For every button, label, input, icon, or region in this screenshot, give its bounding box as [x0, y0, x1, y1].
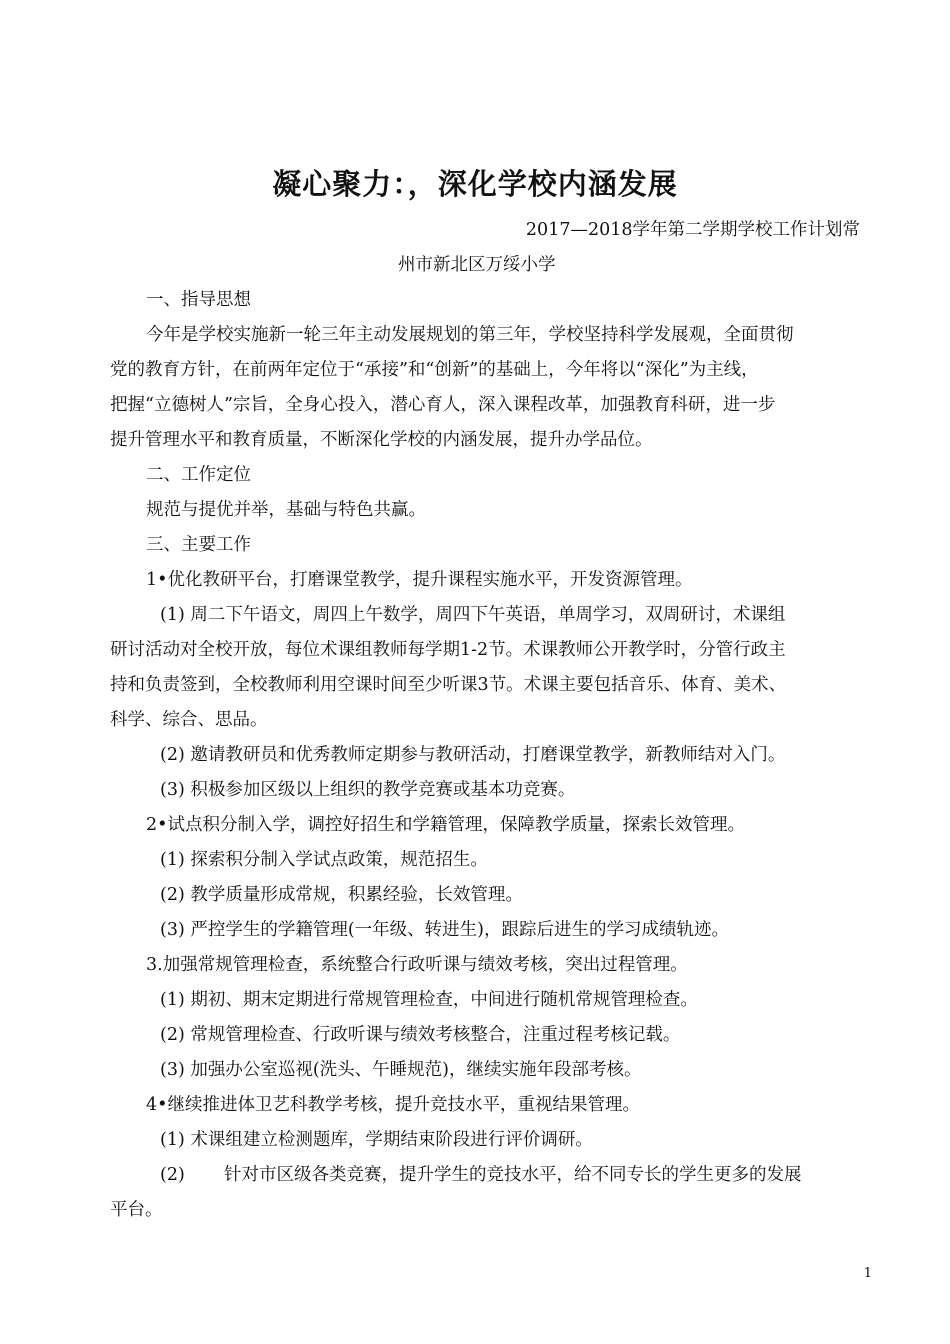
paragraph-line: 持和负责签到，全校教师利用空课时间至少听课3节。术课主要包括音乐、体育、美术、	[110, 675, 787, 695]
paragraph-line: 平台。	[110, 1200, 163, 1220]
section-heading: 三、主要工作	[146, 535, 251, 555]
item-heading: 4•继续推进体卫艺科教学考核，提升竞技水平，重视结果管理。	[146, 1095, 640, 1115]
paragraph-line: (2) 邀请教研员和优秀教师定期参与教研活动，打磨课堂教学，新教师结对入门。	[160, 745, 786, 765]
paragraph-line: 今年是学校实施新一轮三年主动发展规划的第三年，学校坚持科学发展观，全面贯彻	[146, 325, 794, 345]
paragraph-line: (1) 探索积分制入学试点政策，规范招生。	[160, 850, 488, 870]
paragraph-line: 研讨活动对全校开放，每位术课组教师每学期1-2节。术课教师公开教学时，分管行政主	[110, 640, 786, 660]
paragraph-line: (2) 教学质量形成常规，积累经验，长效管理。	[160, 885, 523, 905]
section-heading: 一、指导思想	[146, 290, 251, 310]
subtitle-line: 2017—2018学年第二学期学校工作计划常	[525, 220, 860, 240]
item-text: 针对市区级各类竞赛，提升学生的竞技水平，给不同专长的学生更多的发展	[224, 1165, 802, 1185]
page-number: 1	[863, 1266, 872, 1281]
subtitle-line: 州市新北区万绥小学	[398, 255, 556, 275]
paragraph-line: 党的教育方针，在前两年定位于“承接”和“创新”的基础上，今年将以“深化”为主线，	[110, 360, 759, 380]
paragraph-line: (2) 常规管理检查、行政听课与绩效考核整合，注重过程考核记载。	[160, 1025, 681, 1045]
paragraph-line: (1) 术课组建立检测题库，学期结束阶段进行评价调研。	[160, 1130, 593, 1150]
paragraph-line: (3) 积极参加区级以上组织的教学竞赛或基本功竞赛。	[160, 780, 576, 800]
item-heading: 2•试点积分制入学，调控好招生和学籍管理，保障教学质量，探索长效管理。	[146, 815, 745, 835]
item-heading: 1•优化教研平台，打磨课堂教学，提升课程实施水平，开发资源管理。	[146, 570, 693, 590]
paragraph-line: 把握“立德树人”宗旨，全身心投入，潜心育人，深入课程改革，加强教育科研，进一步	[110, 395, 776, 415]
section-heading: 二、工作定位	[146, 465, 251, 485]
document-title: 凝心聚力：，深化学校内涵发展	[272, 167, 678, 201]
paragraph-line	[160, 1163, 860, 1187]
paragraph-line: (3) 加强办公室巡视(洗头、午睡规范)，继续实施年段部考核。	[160, 1060, 642, 1080]
paragraph-line: 提升管理水平和教育质量，不断深化学校的内涵发展，提升办学品位。	[110, 430, 653, 450]
paragraph-line: (1) 周二下午语文，周四上午数学，周四下午英语，单周学习，双周研讨，术课组	[160, 605, 786, 625]
paragraph-line: 规范与提优并举，基础与特色共赢。	[146, 500, 426, 520]
item-number: (2)	[160, 1165, 185, 1185]
paragraph-line: (1) 期初、期末定期进行常规管理检查，中间进行随机常规管理检查。	[160, 990, 698, 1010]
paragraph-line: (3) 严控学生的学籍管理(一年级、转进生)，跟踪后进生的学习成绩轨迹。	[160, 920, 730, 940]
item-heading: 3.加强常规管理检查，系统整合行政听课与绩效考核，突出过程管理。	[146, 955, 688, 975]
paragraph-line: 科学、综合、思品。	[110, 710, 268, 730]
